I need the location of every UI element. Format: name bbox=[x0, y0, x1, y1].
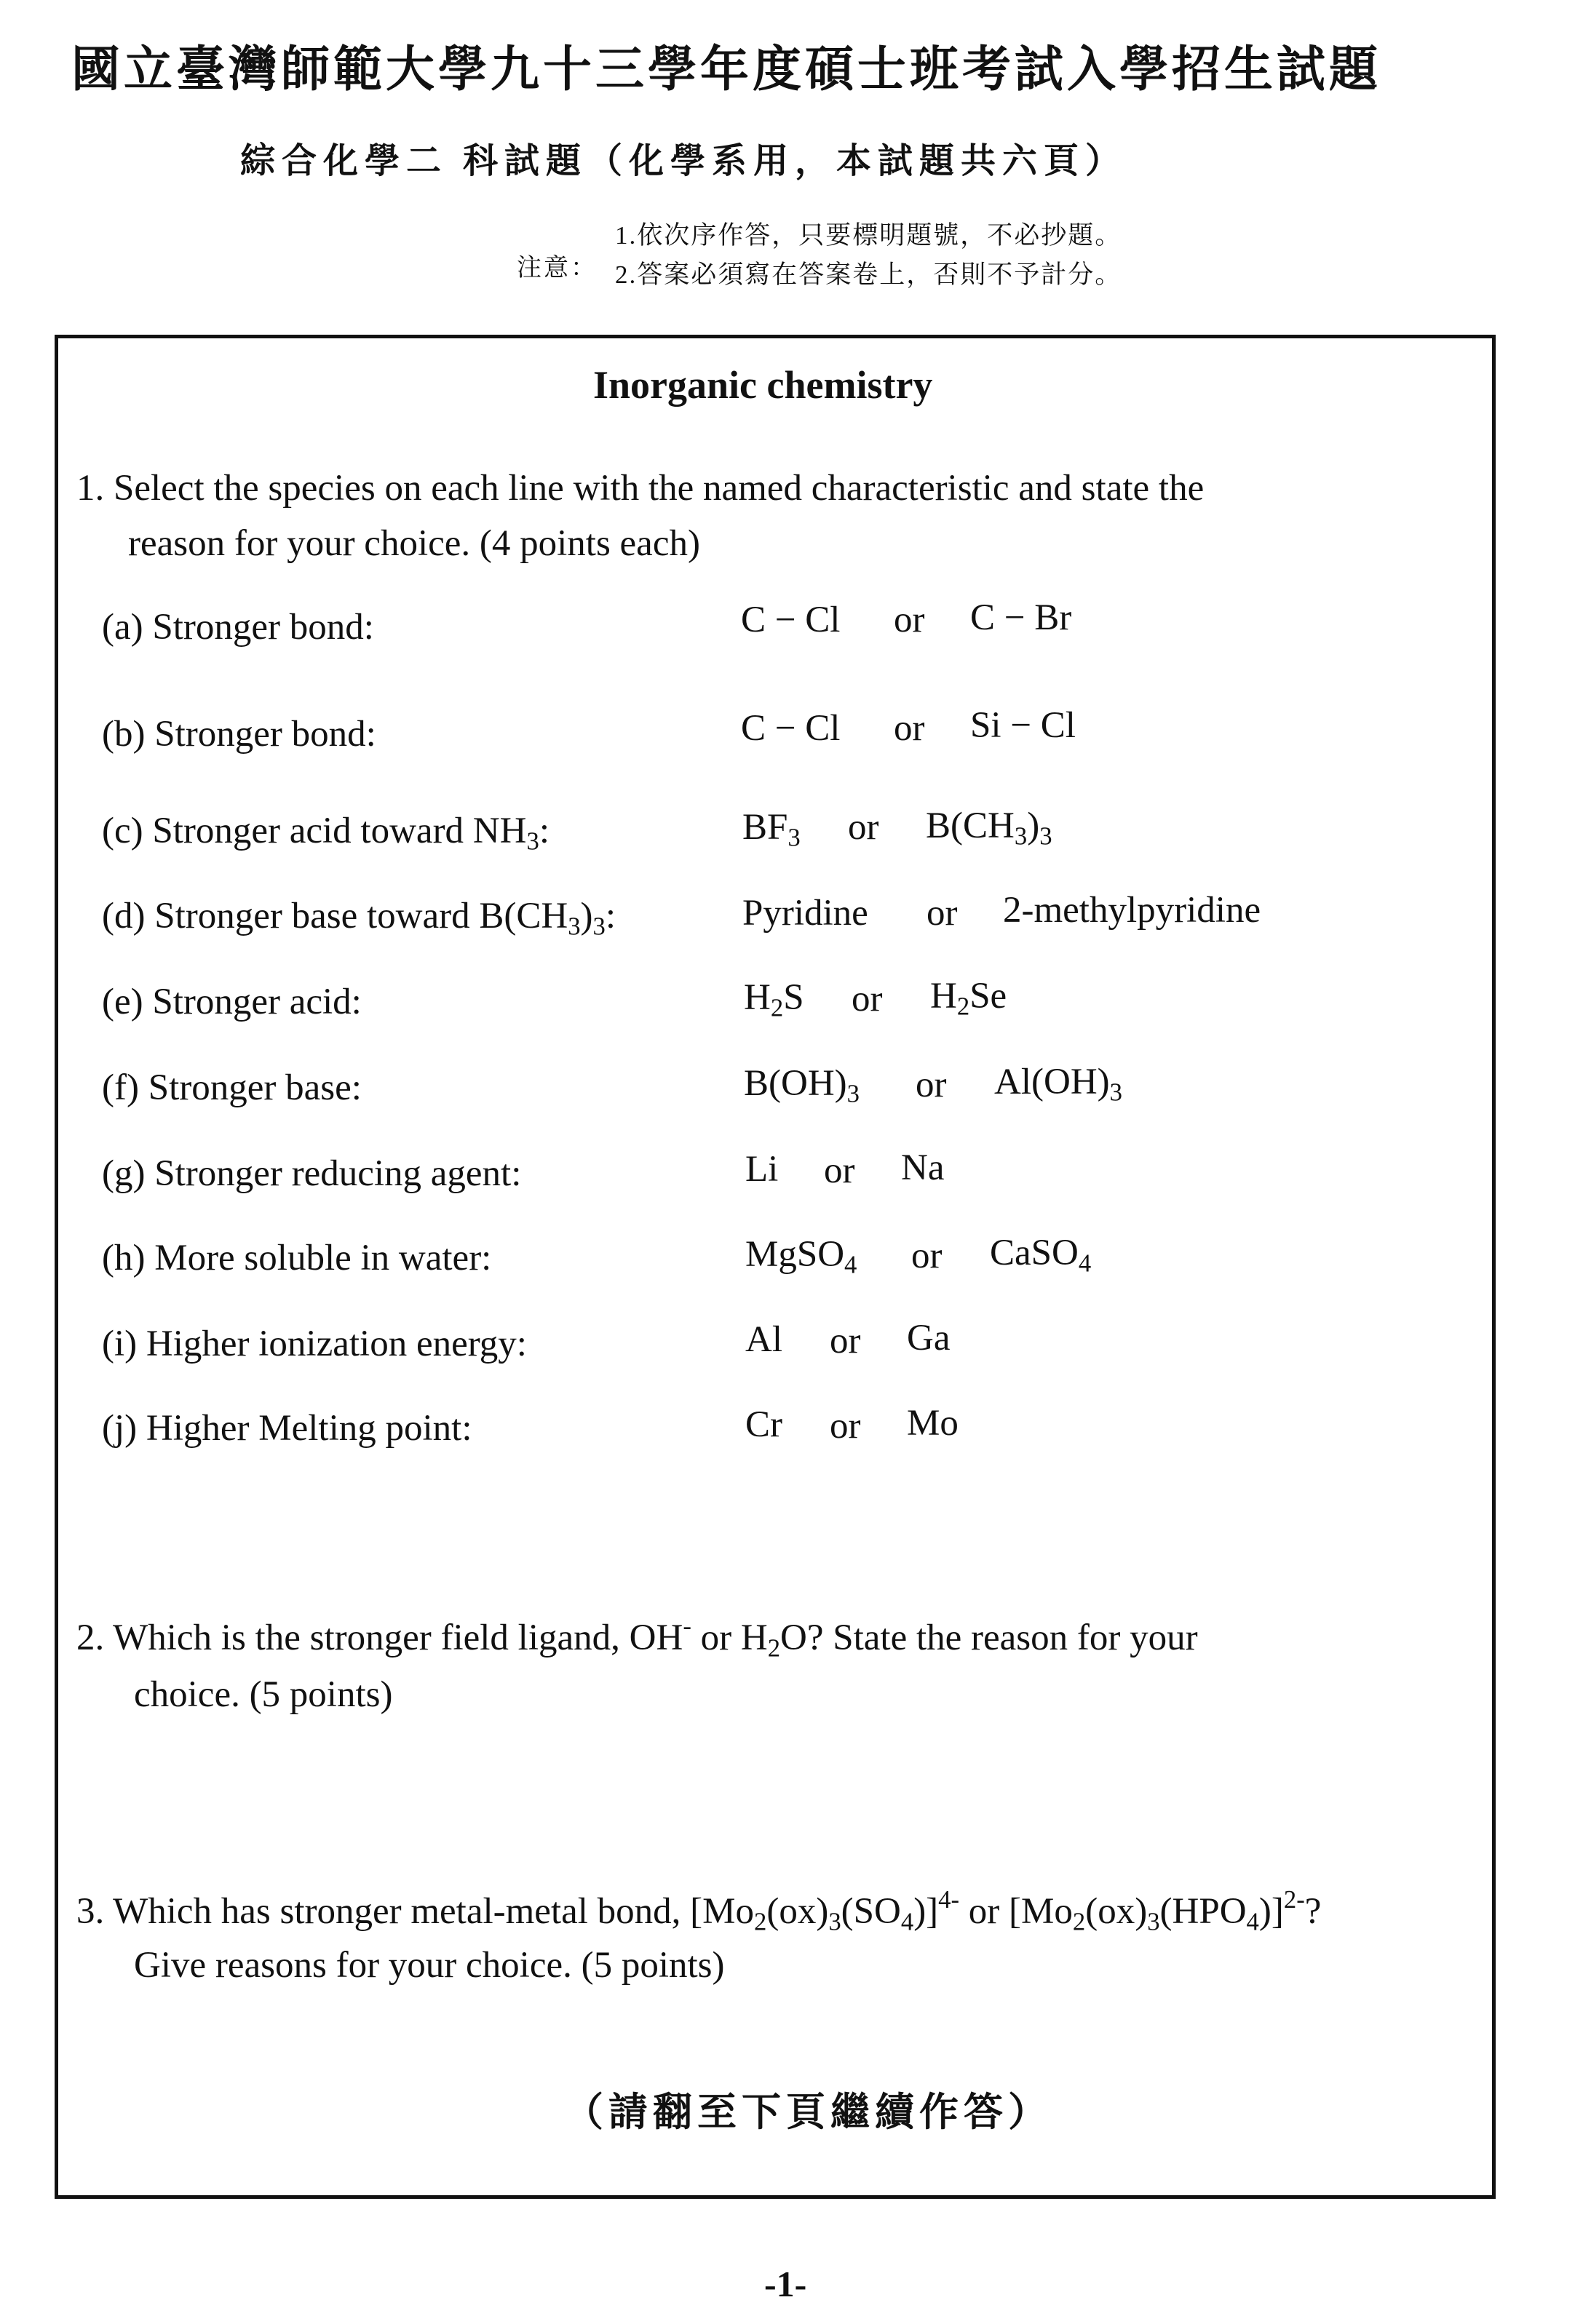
item-f-option-1: $B(OH)_3$ bbox=[744, 1063, 860, 1108]
item-b-or: or bbox=[894, 708, 925, 749]
item-d-label: (d) Stronger base toward $B(CH_3)_3$: bbox=[102, 896, 616, 941]
item-g-or: or bbox=[824, 1150, 855, 1191]
item-g-option-2: Na bbox=[901, 1147, 945, 1188]
notice-label: 注意： bbox=[517, 255, 598, 282]
item-c-option-2: $B(CH_3)_3$ bbox=[926, 805, 1052, 851]
item-i-option-1: Al bbox=[745, 1319, 782, 1360]
item-j-option-2: Mo bbox=[907, 1403, 959, 1444]
item-h-option-2: CaSO$_4$ bbox=[990, 1233, 1092, 1278]
item-i-or: or bbox=[830, 1321, 861, 1361]
item-a-label: (a) Stronger bond: bbox=[102, 607, 374, 648]
item-h-or: or bbox=[911, 1235, 943, 1276]
item-e-option-1: $H_2S$ bbox=[744, 977, 804, 1022]
item-i-label: (i) Higher ionization energy: bbox=[102, 1324, 527, 1364]
notice-line-2: 2.答案必須寫在答案卷上，否則不予計分。 bbox=[615, 260, 1122, 289]
item-c-or: or bbox=[848, 807, 879, 848]
item-b-label: (b) Stronger bond: bbox=[102, 714, 376, 755]
notice-line-1: 1.依次序作答，只要標明題號，不必抄題。 bbox=[615, 221, 1122, 250]
item-g-label: (g) Stronger reducing agent: bbox=[102, 1153, 522, 1194]
item-g-option-1: Li bbox=[745, 1149, 779, 1190]
item-j-option-1: Cr bbox=[745, 1404, 782, 1445]
q2-line-2: choice. (5 points) bbox=[134, 1674, 393, 1715]
item-c-label: (c) Stronger acid toward $NH_3$: bbox=[102, 811, 550, 856]
item-h-option-1: MgSO$_4$ bbox=[745, 1234, 857, 1279]
item-f-or: or bbox=[916, 1064, 947, 1105]
item-d-or: or bbox=[927, 893, 958, 934]
exam-subtitle: 綜合化學二 科試題（化學系用，本試題共六頁） bbox=[240, 142, 1127, 180]
q1-line-1: 1. Select the species on each line with the named characteristic and state the bbox=[76, 468, 1205, 509]
item-a-or: or bbox=[894, 600, 925, 640]
section-title: Inorganic chemistry bbox=[593, 363, 933, 407]
item-i-option-2: Ga bbox=[907, 1318, 951, 1358]
item-f-option-2: $Al(OH)_3$ bbox=[994, 1062, 1122, 1107]
item-e-or: or bbox=[852, 979, 883, 1019]
item-e-label: (e) Stronger acid: bbox=[102, 982, 362, 1022]
q2-line-1: 2. Which is the stronger field ligand, OH- or $H_2O$? State the reason for your bbox=[76, 1612, 1198, 1663]
continue-note: （請翻至下頁繼續作答） bbox=[564, 2090, 1052, 2134]
q3-line-1: 3. Which has stronger metal-metal bond, $[Mo_2(ox)_3(SO_4)]^{4-}$ or $[Mo_2(ox)_3(HPO_4)]^{2-}$? bbox=[76, 1885, 1322, 1936]
q3-line-2: Give reasons for your choice. (5 points) bbox=[134, 1945, 725, 1986]
item-c-option-1: $BF_3$ bbox=[742, 807, 801, 852]
item-j-label: (j) Higher Melting point: bbox=[102, 1408, 472, 1449]
item-h-label: (h) More soluble in water: bbox=[102, 1238, 492, 1278]
item-d-option-2: 2-methylpyridine bbox=[1003, 890, 1261, 931]
exam-title: 國立臺灣師範大學九十三學年度碩士班考試入學招生試題 bbox=[71, 43, 1381, 97]
q1-line-2: reason for your choice. (4 points each) bbox=[128, 523, 700, 564]
item-j-or: or bbox=[830, 1406, 861, 1446]
page-number: -1- bbox=[764, 2264, 807, 2304]
item-b-option-1: C − Cl bbox=[741, 708, 841, 749]
item-a-option-1: C − Cl bbox=[741, 600, 841, 640]
item-d-option-1: Pyridine bbox=[742, 893, 868, 934]
item-e-option-2: $H_2Se$ bbox=[930, 976, 1007, 1021]
item-f-label: (f) Stronger base: bbox=[102, 1067, 362, 1108]
item-a-option-2: C − Br bbox=[970, 597, 1072, 638]
item-b-option-2: Si − Cl bbox=[970, 705, 1076, 746]
